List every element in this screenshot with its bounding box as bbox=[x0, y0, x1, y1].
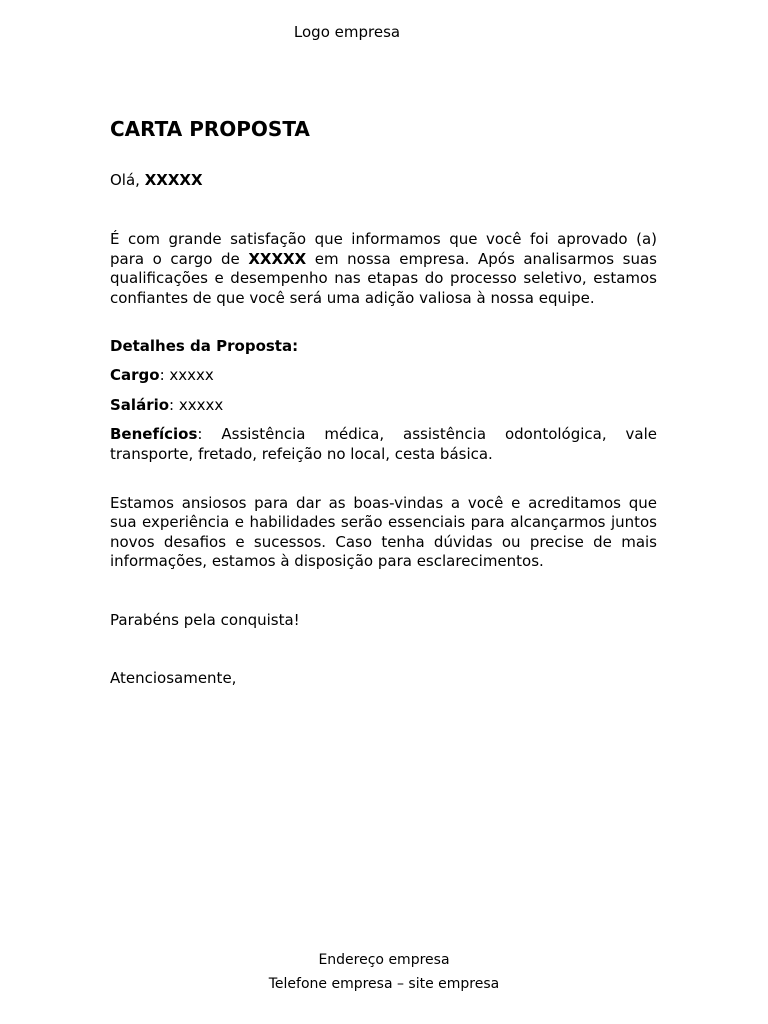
letter-body bbox=[110, 116, 657, 689]
detail-salario bbox=[110, 396, 657, 415]
details-heading: Detalhes da Proposta: bbox=[110, 337, 299, 356]
company-logo-placeholder: Logo empresa bbox=[293, 23, 401, 41]
intro-text-end: em nossa empresa. Após analisarmos suas qualificações e desempenho nas etapas do processo seletivo, estamos confiantes de que você será uma adição valiosa à nossa equipe. bbox=[110, 249, 657, 307]
intro-paragraph bbox=[110, 230, 657, 308]
detail-beneficios bbox=[110, 425, 657, 464]
beneficios-label: Benefícios bbox=[110, 425, 198, 444]
intro-role: XXXXX bbox=[248, 249, 307, 268]
detail-cargo bbox=[110, 366, 657, 385]
letter-title: CARTA PROPOSTA bbox=[110, 117, 310, 141]
greeting-name: XXXXX bbox=[144, 171, 203, 189]
cargo-label: Cargo bbox=[110, 366, 160, 385]
salario-value: : xxxxx bbox=[169, 395, 224, 414]
salario-label: Salário bbox=[110, 395, 170, 414]
greeting-prefix: Olá, bbox=[110, 171, 145, 189]
greeting bbox=[110, 171, 657, 190]
regards-line: Atenciosamente, bbox=[110, 669, 237, 688]
congrats-line: Parabéns pela conquista! bbox=[110, 610, 300, 629]
footer-contact: Telefone empresa – site empresa bbox=[268, 976, 500, 992]
closing-paragraph: Estamos ansiosos para dar as boas-vindas a você e acreditamos que sua experiência e habilidades serão essenciais para alcançarmos juntos novos desafios e sucessos. Caso tenha dúvidas ou precise de mais informações, estamos à disposição para esclarecimentos. bbox=[110, 494, 657, 571]
intro-text-start: É com grande satisfação que informamos que você foi aprovado (a) para o cargo de bbox=[110, 230, 657, 268]
cargo-value: : xxxxx bbox=[159, 366, 214, 385]
footer-address: Endereço empresa bbox=[318, 952, 450, 968]
beneficios-value: : Assistência médica, assistência odontológica, vale transporte, fretado, refeição no local, cesta básica. bbox=[110, 425, 657, 463]
